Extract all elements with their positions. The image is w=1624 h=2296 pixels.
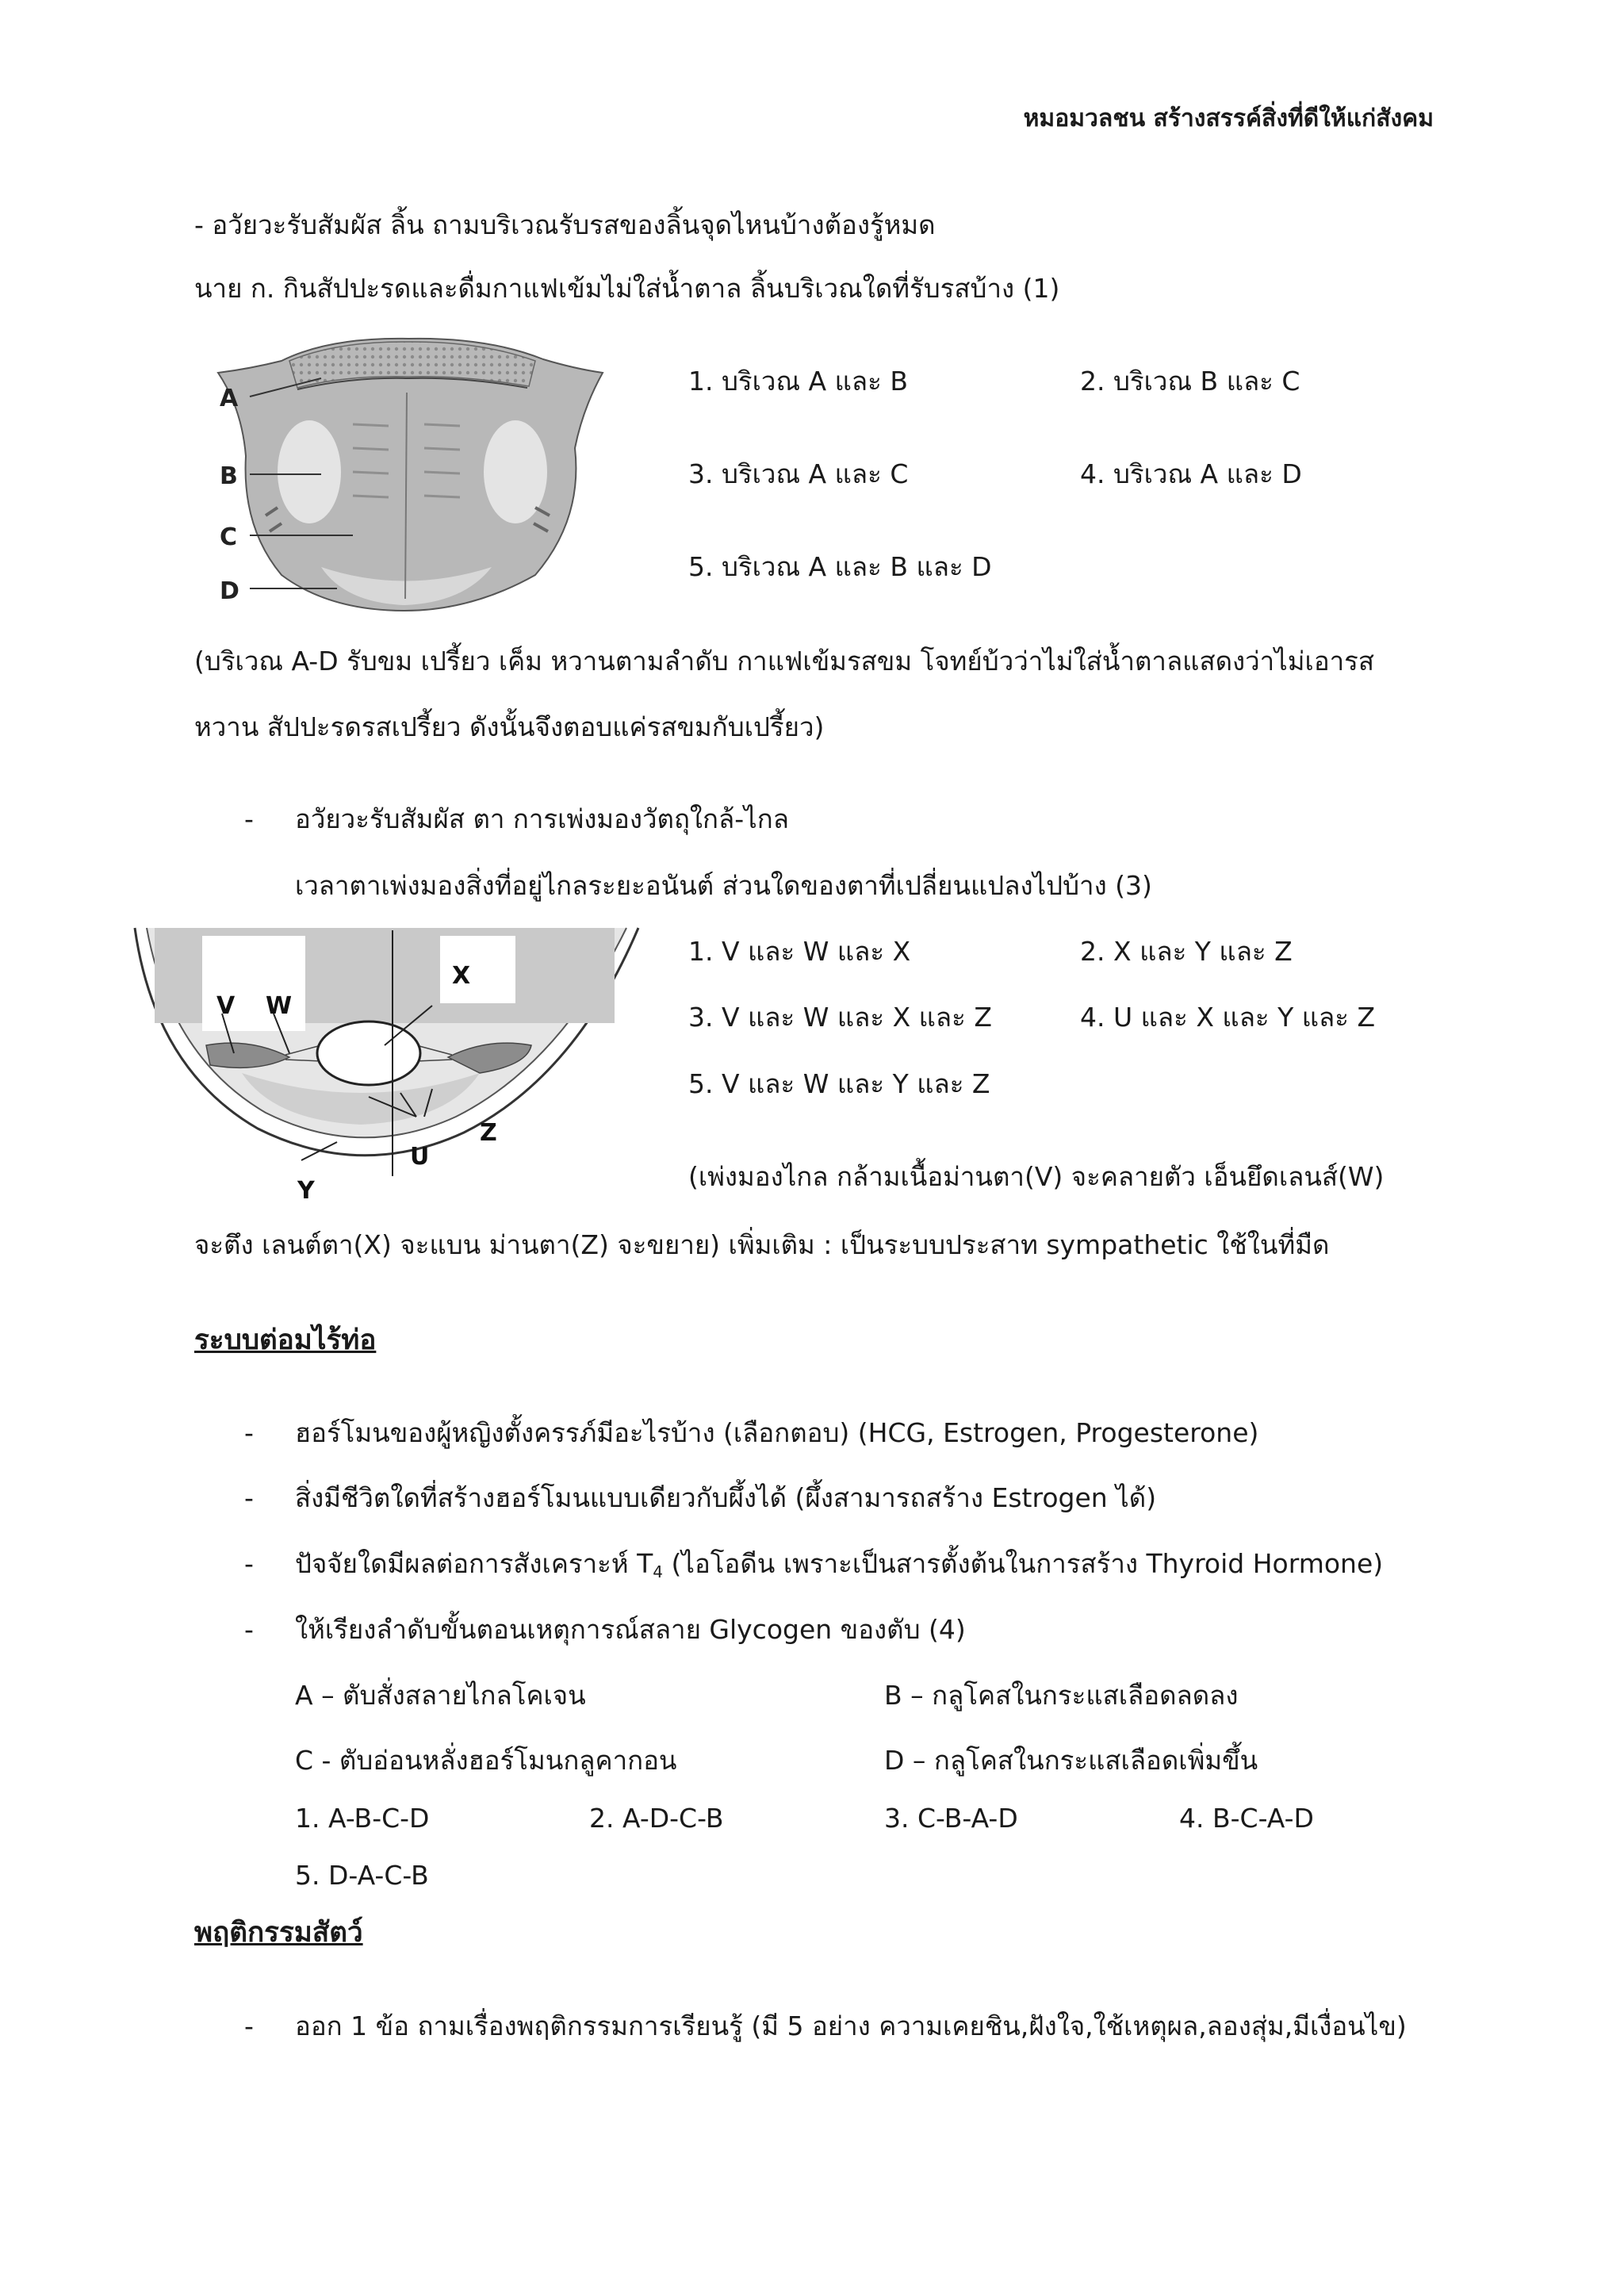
bullet-dash: -	[244, 1417, 254, 1448]
eye-choice-2: 2. X และ Y และ Z	[1080, 936, 1293, 967]
tongue-label-d: D	[220, 577, 239, 605]
tongue-explanation-line2: หวาน สัปปะรดรสเปรี้ยว ดังนั้นจึงตอบแค่รสขมกับเปรี้ยว)	[194, 711, 825, 742]
bullet-dash: -	[244, 803, 254, 834]
glycogen-step-a: A – ตับสั่งสลายไกลโคเจน	[295, 1680, 586, 1711]
behavior-heading: พฤติกรรมสัตว์	[194, 1917, 363, 1949]
eye-label-w: W	[266, 992, 293, 1020]
bullet-dash: -	[244, 1614, 254, 1645]
bullet-dash: -	[244, 1548, 254, 1579]
bullet-dash: -	[244, 2010, 254, 2041]
behavior-item: ออก 1 ข้อ ถามเรื่องพฤติกรรมการเรียนรู้ (มี 5 อย่าง ความเคยชิน,ฝังใจ,ใช้เหตุผล,ลองสุ่ม,มีเงื่อนไข)	[295, 2010, 1407, 2041]
glycogen-choice-1: 1. A-B-C-D	[295, 1803, 430, 1834]
glycogen-choice-2: 2. A-D-C-B	[589, 1803, 724, 1834]
tongue-label-c: C	[220, 523, 238, 551]
eye-choice-4: 4. U และ X และ Y และ Z	[1080, 1002, 1376, 1033]
tongue-choice-2: 2. บริเวณ B และ C	[1080, 366, 1300, 397]
eye-choice-1: 1. V และ W และ X	[688, 936, 911, 967]
eye-question: เวลาตาเพ่งมองสิ่งที่อยู่ไกลระยะอนันต์ ส่วนใดของตาที่เปลี่ยนแปลงไปบ้าง (3)	[295, 870, 1152, 901]
eye-diagram	[131, 926, 646, 1212]
tongue-label-b: B	[220, 462, 238, 490]
glycogen-choice-4: 4. B-C-A-D	[1179, 1803, 1314, 1834]
tongue-diagram	[202, 337, 615, 615]
eye-label-u: U	[410, 1143, 430, 1171]
bullet-dash: -	[244, 1482, 254, 1513]
glycogen-choice-3: 3. C-B-A-D	[884, 1803, 1018, 1834]
tongue-label-a: A	[220, 385, 239, 412]
eye-choice-3: 3. V และ W และ X และ Z	[688, 1002, 992, 1033]
tongue-explanation-line1: (บริเวณ A-D รับขม เปรี้ยว เค็ม หวานตามลำดับ กาแฟเข้มรสขม โจทย์บ้วว่าไม่ใส่น้ำตาลแสดงว่าไม่เอารส	[194, 646, 1375, 677]
glycogen-step-d: D – กลูโคสในกระแสเลือดเพิ่มขึ้น	[884, 1745, 1258, 1776]
endocrine-item-2: สิ่งมีชีวิตใดที่สร้างฮอร์โมนแบบเดียวกับผึ้งได้ (ผึ้งสามารถสร้าง Estrogen ได้)	[295, 1482, 1157, 1513]
endocrine-heading: ระบบต่อมไร้ท่อ	[194, 1324, 377, 1356]
eye-choice-5: 5. V และ W และ Y และ Z	[688, 1068, 990, 1099]
tongue-choice-1: 1. บริเวณ A และ B	[688, 366, 908, 397]
eye-label-z: Z	[480, 1119, 497, 1147]
endocrine-item-3: ปัจจัยใดมีผลต่อการสังเคราะห์ $T_4$ (ไอโอดีน เพราะเป็นสารตั้งต้นในการสร้าง Thyroid Hormone)	[295, 1548, 1384, 1581]
page-header: หมอมวลชน สร้างสรรค์สิ่งที่ดีให้แก่สังคม	[1023, 105, 1434, 132]
eye-explanation-line2: จะตึง เลนต์ตา(X) จะแบน ม่านตา(Z) จะขยาย) เพิ่มเติม : เป็นระบบประสาท sympathetic ใช้ในที่มืด	[194, 1229, 1330, 1260]
eye-section-title: อวัยวะรับสัมผัส ตา การเพ่งมองวัตถุใกล้-ไกล	[295, 803, 789, 834]
glycogen-choice-5: 5. D-A-C-B	[295, 1860, 429, 1891]
eye-explanation-line1: (เพ่งมองไกล กล้ามเนื้อม่านตา(V) จะคลายตัว เอ็นยึดเลนส์(W)	[688, 1161, 1385, 1192]
endocrine-item-1: ฮอร์โมนของผู้หญิงตั้งครรภ์มีอะไรบ้าง (เลือกตอบ) (HCG, Estrogen, Progesterone)	[295, 1417, 1259, 1448]
tongue-section-title: - อวัยวะรับสัมผัส ลิ้น ถามบริเวณรับรสของลิ้นจุดไหนบ้างต้องรู้หมด	[194, 209, 936, 240]
eye-label-x: X	[452, 962, 471, 990]
endocrine-item-4: ให้เรียงลำดับขั้นตอนเหตุการณ์สลาย Glycogen ของตับ (4)	[295, 1614, 966, 1645]
glycogen-step-c: C - ตับอ่อนหลั่งฮอร์โมนกลูคากอน	[295, 1745, 677, 1776]
glycogen-step-b: B – กลูโคสในกระแสเลือดลดลง	[884, 1680, 1239, 1711]
eye-label-v: V	[216, 992, 236, 1020]
tongue-question: นาย ก. กินสัปปะรดและดื่มกาแฟเข้มไม่ใส่น้ำตาล ลิ้นบริเวณใดที่รับรสบ้าง (1)	[194, 273, 1060, 304]
eye-label-y: Y	[297, 1177, 315, 1205]
tongue-choice-4: 4. บริเวณ A และ D	[1080, 458, 1302, 489]
tongue-choice-5: 5. บริเวณ A และ B และ D	[688, 551, 992, 582]
tongue-choice-3: 3. บริเวณ A และ C	[688, 458, 909, 489]
